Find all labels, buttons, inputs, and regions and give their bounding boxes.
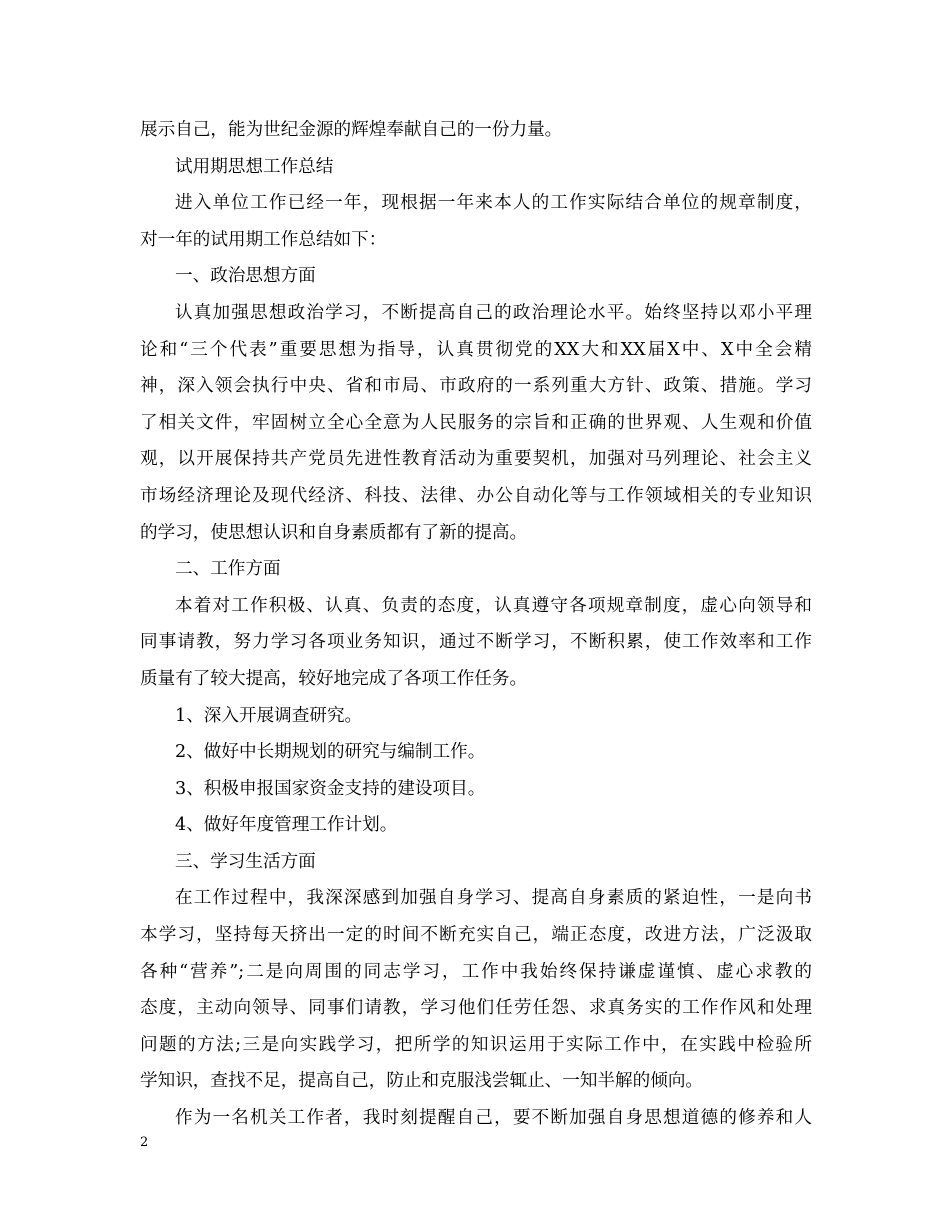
section-title: 试用期思想工作总结 [175,156,334,177]
paragraph-line: 进入单位工作已经一年，现根据一年来本人的工作实际结合单位的规章制度， [175,193,812,214]
list-item: 1、深入开展调查研究。 [175,705,363,726]
list-item: 4、做好年度管理工作计划。 [175,815,398,836]
paragraph-line: 各种“营养”;二是向周围的同志学习，工作中我始终保持谦虚谨慎、虚心求教的 [140,961,812,982]
paragraph-line: 同事请教，努力学习各项业务知识，通过不断学习，不断积累，使工作效率和工作 [140,632,812,653]
paragraph-line: 本学习，坚持每天挤出一定的时间不断充实自己，端正态度，改进方法，广泛汲取 [140,925,812,946]
paragraph-line: 神，深入领会执行中央、省和市局、市政府的一系列重大方针、政策、措施。学习 [140,376,812,397]
paragraph-line: 认真加强思想政治学习，不断提高自己的政治理论水平。始终坚持以邓小平理 [175,302,812,323]
section-heading: 三、学习生活方面 [175,851,316,872]
paragraph-line: 本着对工作积极、认真、负责的态度，认真遵守各项规章制度，虚心向领导和 [175,595,812,616]
section-heading: 一、政治思想方面 [175,266,316,287]
paragraph-line: 问题的方法;三是向实践学习，把所学的知识运用于实际工作中，在实践中检验所 [140,1034,812,1055]
page-number: 2 [140,1135,149,1150]
paragraph-line: 对一年的试用期工作总结如下： [140,229,387,250]
paragraph-line: 学知识，查找不足，提高自己，防止和克服浅尝辄止、一知半解的倾向。 [140,1071,704,1092]
paragraph-line: 的学习，使思想认识和自身素质都有了新的提高。 [140,522,528,543]
section-heading: 二、工作方面 [175,559,281,580]
paragraph-line: 展示自己，能为世纪金源的辉煌奉献自己的一份力量。 [140,120,563,140]
list-item: 3、积极申报国家资金支持的建设项目。 [175,778,486,799]
paragraph-line: 态度，主动向领导、同事们请教，学习他们任劳任怨、求真务实的工作作风和处理 [140,998,812,1019]
paragraph-line: 作为一名机关工作者，我时刻提醒自己，要不断加强自身思想道德的修养和人 [175,1108,812,1129]
paragraph-line: 论和“三个代表”重要思想为指导，认真贯彻党的XX大和XX届X中、X中全会精 [140,339,812,360]
paragraph-line: 质量有了较大提高，较好地完成了各项工作任务。 [140,668,528,689]
paragraph-line: 市场经济理论及现代经济、科技、法律、办公自动化等与工作领域相关的专业知识 [140,485,812,506]
paragraph-line: 了相关文件，牢固树立全心全意为人民服务的宗旨和正确的世界观、人生观和价值 [140,412,812,433]
document-body [140,116,812,1141]
list-item: 2、做好中长期规划的研究与编制工作。 [175,742,486,763]
paragraph-line: 在工作过程中，我深深感到加强自身学习、提高自身素质的紧迫性，一是向书 [175,888,812,909]
paragraph-line: 观，以开展保持共产党员先进性教育活动为重要契机，加强对马列理论、社会主义 [140,449,812,470]
